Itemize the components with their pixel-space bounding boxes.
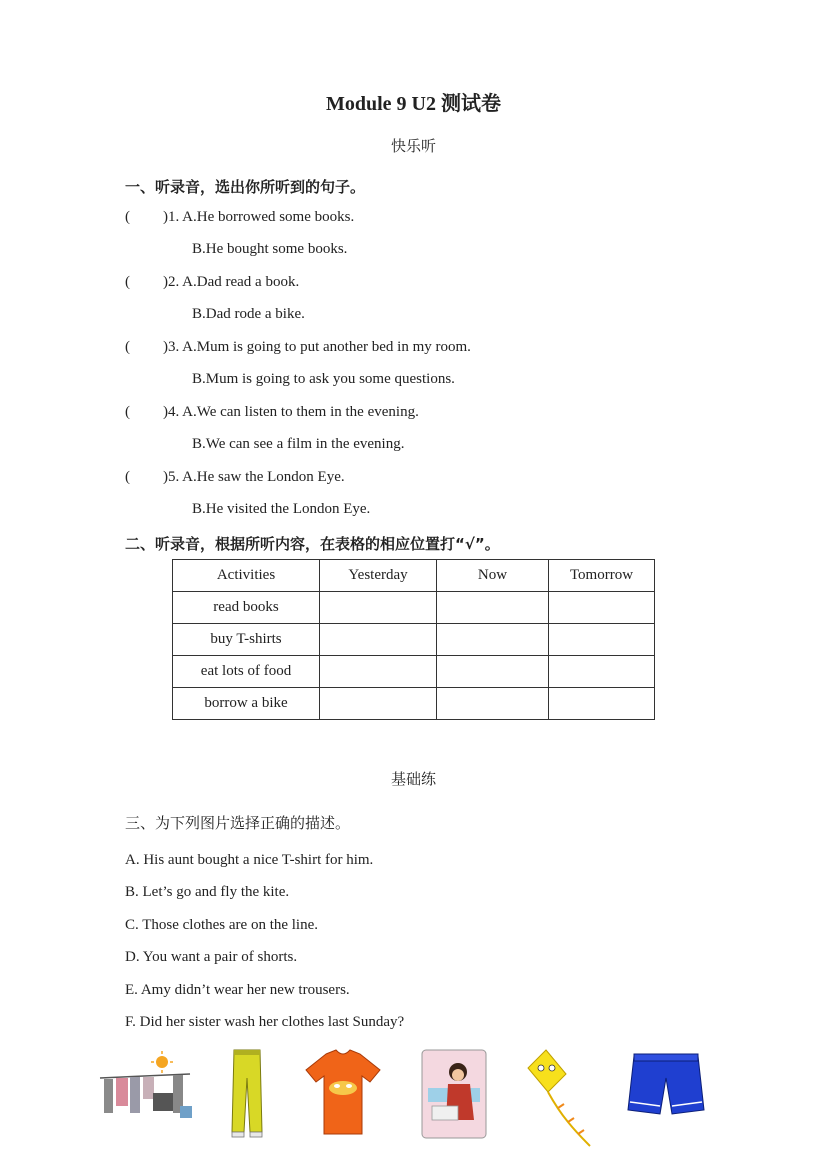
answer-cell-now[interactable] [437,656,549,688]
q3-option-a: )3. A.Mum is going to put another bed in my room. [163,339,471,355]
clothesline-image [98,1048,193,1138]
q4-paren[interactable]: ( [125,404,130,420]
part2-heading: 二、听录音，根据所听内容，在表格的相应位置打“√”。 [125,535,500,553]
choice-b: B. Let’s go and fly the kite. [125,884,290,900]
shorts-image [626,1048,706,1120]
header-activities: Activities [173,560,320,592]
header-now: Now [437,560,549,592]
answer-cell-now[interactable] [437,624,549,656]
answer-cell-tomorrow[interactable] [549,656,655,688]
table-row [173,592,655,624]
q1-option-b: B.He bought some books. [192,241,348,257]
page-title: Module 9 U2 测试卷 [326,93,501,115]
part1-heading: 一、听录音，选出你所听到的句子。 [125,178,366,196]
answer-cell-tomorrow[interactable] [549,592,655,624]
table-row [173,624,655,656]
tshirt-image [304,1048,382,1136]
table-header-row [173,560,655,592]
activities-table [172,559,655,720]
q1-option-a: )1. A.He borrowed some books. [163,209,355,225]
q3-option-b: B.Mum is going to ask you some questions. [192,371,455,387]
activity-label: eat lots of food [173,656,320,688]
section-basic-heading: 基础练 [390,770,436,788]
activity-label: read books [173,592,320,624]
q4-option-a: )4. A.We can listen to them in the evening. [163,404,419,420]
table-row [173,688,655,720]
activity-label: buy T-shirts [173,624,320,656]
q5-paren[interactable]: ( [125,469,130,485]
q1-paren[interactable]: ( [125,209,130,225]
section-listen-heading: 快乐听 [390,137,436,155]
answer-cell-tomorrow[interactable] [549,688,655,720]
choice-d: D. You want a pair of shorts. [125,949,298,965]
answer-cell-now[interactable] [437,592,549,624]
answer-cell-tomorrow[interactable] [549,624,655,656]
trousers-image [228,1048,266,1140]
table-row [173,656,655,688]
choice-c: C. Those clothes are on the line. [125,917,319,933]
q2-option-b: B.Dad rode a bike. [192,306,305,322]
girl-washing-image [420,1048,488,1140]
choice-e: E. Amy didn’t wear her new trousers. [125,982,350,998]
q5-option-a: )5. A.He saw the London Eye. [163,469,345,485]
choice-f: F. Did her sister wash her clothes last Sunday? [125,1014,405,1030]
answer-cell-yesterday[interactable] [320,624,437,656]
q2-paren[interactable]: ( [125,274,130,290]
answer-cell-yesterday[interactable] [320,688,437,720]
answer-cell-now[interactable] [437,688,549,720]
kite-image [524,1048,594,1150]
activity-label: borrow a bike [173,688,320,720]
q2-option-a: )2. A.Dad read a book. [163,274,300,290]
q3-paren[interactable]: ( [125,339,130,355]
answer-cell-yesterday[interactable] [320,592,437,624]
header-tomorrow: Tomorrow [549,560,655,592]
part3-heading: 三、为下列图片选择正确的描述。 [125,814,351,832]
choice-a: A. His aunt bought a nice T-shirt for him. [125,852,374,868]
q5-option-b: B.He visited the London Eye. [192,501,371,517]
q4-option-b: B.We can see a film in the evening. [192,436,405,452]
header-yesterday: Yesterday [320,560,437,592]
answer-cell-yesterday[interactable] [320,656,437,688]
